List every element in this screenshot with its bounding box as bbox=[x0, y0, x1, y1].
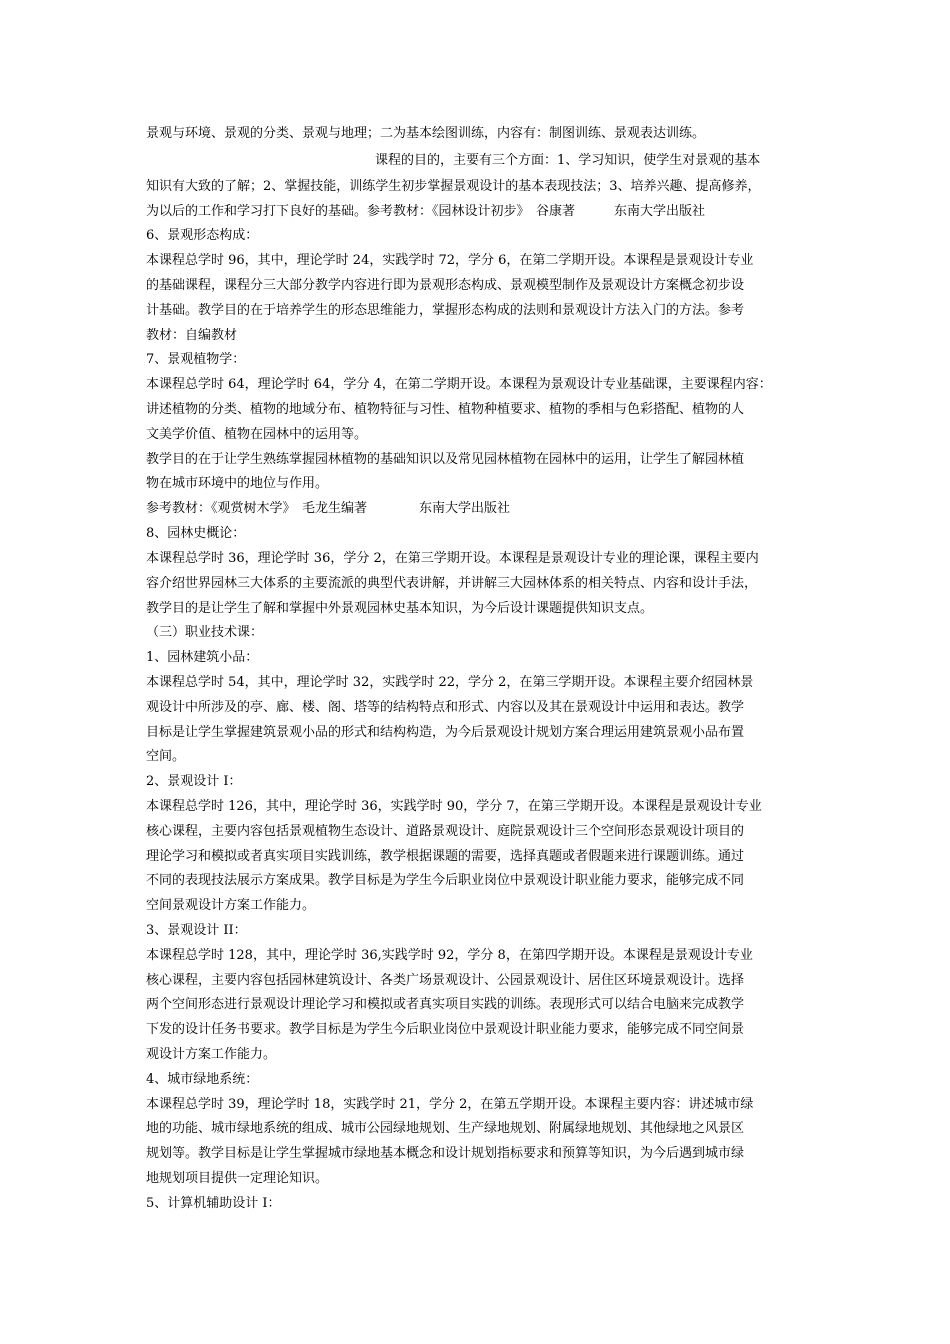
text-line: 本课程总学时 39，理论学时 18，实践学时 21，学分 2，在第五学期开设。本课程主要内容：讲述城市绿 bbox=[146, 1097, 754, 1112]
text-line: 2、景观设计 I： bbox=[146, 774, 242, 789]
text-line: 本课程总学时 54，其中，理论学时 32，实践学时 22，学分 2，在第三学期开设。本课程主要介绍园林景 bbox=[146, 675, 754, 690]
text-line: 课程的目的，主要有三个方面：1、学习知识，使学生对景观的基本 bbox=[375, 153, 761, 168]
text-line: 核心课程，主要内容包括景观植物生态设计、道路景观设计、庭院景观设计三个空间形态景观设计项目的 bbox=[146, 824, 745, 839]
text-line: 观设计方案工作能力。 bbox=[146, 1047, 277, 1062]
text-line: 教学目的是让学生了解和掌握中外景观园林史基本知识，为今后设计课题提供知识支点。 bbox=[146, 601, 654, 616]
text-line: 空间。 bbox=[146, 749, 186, 764]
text-line: 本课程总学时 96，其中，理论学时 24，实践学时 72，学分 6，在第二学期开设。本课程是景观设计专业 bbox=[146, 253, 754, 268]
text-line: 不同的表现技法展示方案成果。教学目标是为学生今后职业岗位中景观设计职业能力要求，能够完成不同 bbox=[146, 873, 745, 888]
text-line: 本课程总学时 36，理论学时 36，学分 2，在第三学期开设。本课程是景观设计专业的理论课，课程主要内 bbox=[146, 551, 759, 566]
text-line: 本课程总学时 126，其中，理论学时 36，实践学时 90，学分 7，在第三学期开设。本课程是景观设计专业 bbox=[146, 799, 762, 814]
text-line: 两个空间形态进行景观设计理论学习和模拟或者真实项目实践的训练。表现形式可以结合电脑来完成教学 bbox=[146, 997, 745, 1012]
text-line: 5、计算机辅助设计 I： bbox=[146, 1196, 281, 1211]
text-line: 教学目的在于让学生熟练掌握园林植物的基础知识以及常见园林植物在园林中的运用，让学生了解园林植 bbox=[146, 452, 745, 467]
text-line: 空间景观设计方案工作能力。 bbox=[146, 898, 316, 913]
text-line: 为以后的工作和学习打下良好的基础。参考教材：《园林设计初步》 谷康著 东南大学出版社 bbox=[146, 204, 706, 219]
text-line: 地规划项目提供一定理论知识。 bbox=[146, 1171, 329, 1186]
text-line: 1、园林建筑小品： bbox=[146, 650, 259, 665]
text-line: 文美学价值、植物在园林中的运用等。 bbox=[146, 427, 368, 442]
text-line: 参考教材：《观赏树木学》 毛龙生编著 东南大学出版社 bbox=[146, 501, 511, 516]
text-line: 观设计中所涉及的亭、廊、楼、阁、塔等的结构特点和形式、内容以及其在景观设计中运用和表达。教学 bbox=[146, 700, 745, 715]
text-line: 知识有大致的了解；2、掌握技能，训练学生初步掌握景观设计的基本表现技法；3、培养兴趣、提高修养， bbox=[146, 179, 761, 194]
text-line: 地的功能、城市绿地系统的组成、城市公园绿地规划、生产绿地规划、附属绿地规划、其他绿地之风景区 bbox=[146, 1121, 745, 1136]
text-line: 8、园林史概论： bbox=[146, 526, 246, 541]
text-line: 规划等。教学目标是让学生掌握城市绿地基本概念和设计规划指标要求和预算等知识，为今后遇到城市绿 bbox=[146, 1146, 745, 1161]
text-line: 核心课程，主要内容包括园林建筑设计、各类广场景观设计、公园景观设计、居住区环境景观设计。选择 bbox=[146, 973, 745, 988]
text-line: 本课程总学时 128，其中，理论学时 36,实践学时 92，学分 8，在第四学期开设。本课程是景观设计专业 bbox=[146, 948, 753, 963]
text-line: 讲述植物的分类、植物的地域分布、植物特征与习性、植物种植要求、植物的季相与色彩搭配、植物的人 bbox=[146, 402, 745, 417]
text-line: 3、景观设计 II： bbox=[146, 923, 247, 938]
text-line: 物在城市环境中的地位与作用。 bbox=[146, 476, 329, 491]
text-line: 教材：自编教材 bbox=[146, 328, 238, 343]
text-line: 景观与环境、景观的分类、景观与地理；二为基本绘图训练，内容有：制图训练、景观表达训练。 bbox=[146, 126, 706, 141]
text-line: 本课程总学时 64，理论学时 64，学分 4，在第二学期开设。本课程为景观设计专业基础课，主要课程内容： bbox=[146, 377, 772, 392]
text-line: （三）职业技术课： bbox=[146, 625, 264, 640]
text-line: 目标是让学生掌握建筑景观小品的形式和结构构造，为今后景观设计规划方案合理运用建筑景观小品布置 bbox=[146, 725, 745, 740]
text-line: 的基础课程，课程分三大部分教学内容进行即为景观形态构成、景观模型制作及景观设计方案概念初步设 bbox=[146, 278, 745, 293]
text-line: 理论学习和模拟或者真实项目实践训练，教学根据课题的需要，选择真题或者假题来进行课题训练。通过 bbox=[146, 849, 745, 864]
text-line: 7、景观植物学： bbox=[146, 352, 246, 367]
text-line: 6、景观形态构成： bbox=[146, 228, 259, 243]
text-line: 下发的设计任务书要求。教学目标是为学生今后职业岗位中景观设计职业能力要求，能够完成不同空间景 bbox=[146, 1022, 745, 1037]
text-line: 计基础。教学目的在于培养学生的形态思维能力，掌握形态构成的法则和景观设计方法入门的方法。参考 bbox=[146, 303, 745, 318]
text-line: 4、城市绿地系统： bbox=[146, 1072, 259, 1087]
text-line: 容介绍世界园林三大体系的主要流派的典型代表讲解，并讲解三大园林体系的相关特点、内容和设计手法， bbox=[146, 576, 758, 591]
